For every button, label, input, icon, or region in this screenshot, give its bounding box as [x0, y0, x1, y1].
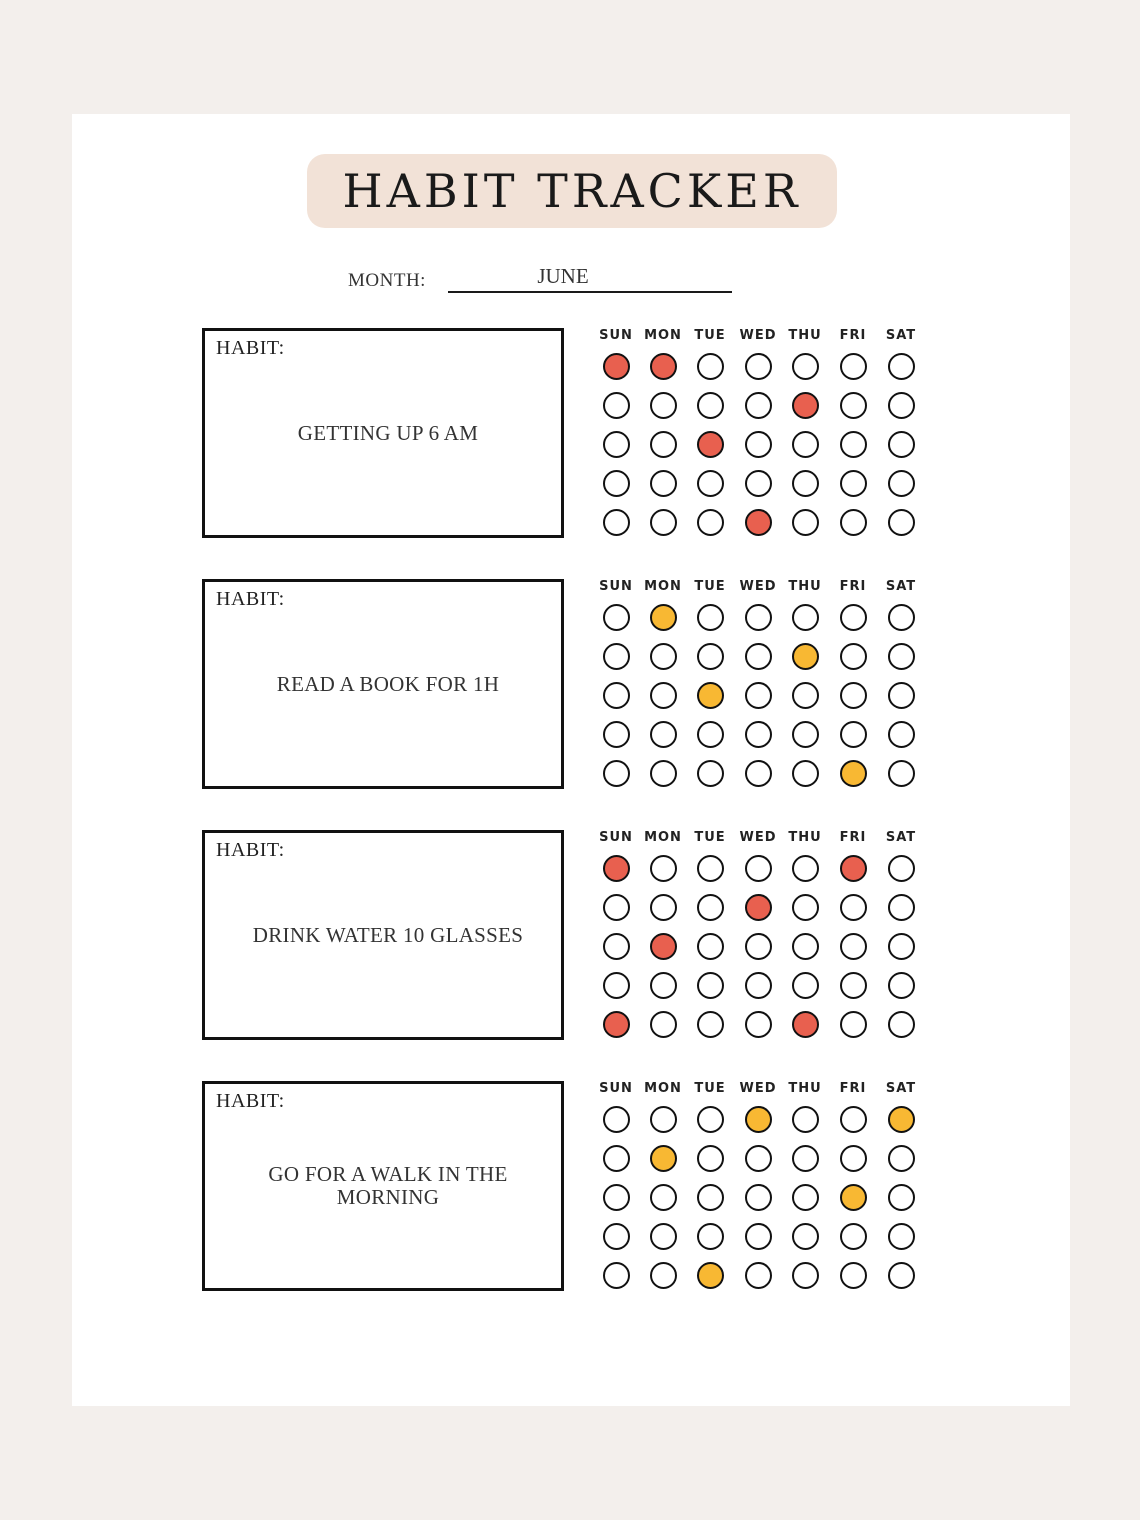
month-label: MONTH: [348, 270, 426, 291]
habit-dot-empty[interactable] [888, 353, 915, 380]
habit-dot-empty[interactable] [888, 643, 915, 670]
habit-dot-filled[interactable] [650, 1145, 677, 1172]
habit-dot-filled[interactable] [745, 509, 772, 536]
habit-dot-empty[interactable] [650, 392, 677, 419]
day-header-mon: MON [644, 830, 682, 845]
habit-dot-empty[interactable] [888, 509, 915, 536]
habit-dot-filled[interactable] [697, 682, 724, 709]
habit-dot-empty[interactable] [650, 1184, 677, 1211]
day-header-sat: SAT [885, 328, 917, 343]
day-header-fri: FRI [839, 328, 867, 343]
habit-dot-empty[interactable] [745, 1262, 772, 1289]
habit-dot-empty[interactable] [792, 1262, 819, 1289]
habit-dot-empty[interactable] [888, 933, 915, 960]
habit-dot-empty[interactable] [745, 682, 772, 709]
habit-dot-empty[interactable] [888, 431, 915, 458]
habit-dot-empty[interactable] [888, 392, 915, 419]
habit-dot-empty[interactable] [745, 392, 772, 419]
habit-dot-empty[interactable] [697, 760, 724, 787]
habit-dot-empty[interactable] [888, 604, 915, 631]
habit-dot-empty[interactable] [792, 1184, 819, 1211]
habit-dot-empty[interactable] [888, 1223, 915, 1250]
habit-dot-empty[interactable] [840, 933, 867, 960]
habit-dot-empty[interactable] [840, 431, 867, 458]
habit-dot-empty[interactable] [603, 933, 630, 960]
habit-dot-empty[interactable] [840, 682, 867, 709]
day-header-wed: WED [739, 1081, 777, 1096]
habit-dot-empty[interactable] [745, 431, 772, 458]
habit-dot-empty[interactable] [792, 682, 819, 709]
habit-dot-filled[interactable] [650, 933, 677, 960]
day-header-mon: MON [644, 1081, 682, 1096]
day-header-sat: SAT [885, 579, 917, 594]
habit-dot-empty[interactable] [603, 509, 630, 536]
habit-dot-empty[interactable] [792, 431, 819, 458]
habit-dot-empty[interactable] [697, 855, 724, 882]
habit-dot-empty[interactable] [603, 1106, 630, 1133]
habit-dot-empty[interactable] [792, 353, 819, 380]
day-header-sun: SUN [599, 328, 633, 343]
habit-dot-empty[interactable] [603, 1262, 630, 1289]
habit-dot-empty[interactable] [840, 1106, 867, 1133]
habit-dot-empty[interactable] [697, 604, 724, 631]
habit-dot-empty[interactable] [792, 721, 819, 748]
habit-dot-empty[interactable] [888, 721, 915, 748]
habit-dot-empty[interactable] [888, 682, 915, 709]
habit-dot-empty[interactable] [697, 721, 724, 748]
day-header-wed: WED [739, 579, 777, 594]
habit-dot-empty[interactable] [745, 604, 772, 631]
habit-dot-empty[interactable] [792, 760, 819, 787]
habit-dot-filled[interactable] [792, 392, 819, 419]
habit-name[interactable]: DRINK WATER 10 GLASSES [252, 922, 524, 947]
habit-dot-empty[interactable] [888, 1145, 915, 1172]
habit-dot-empty[interactable] [603, 1145, 630, 1172]
habit-dot-filled[interactable] [603, 353, 630, 380]
day-header-tue: TUE [694, 830, 726, 845]
day-header-mon: MON [644, 328, 682, 343]
habit-dot-empty[interactable] [603, 894, 630, 921]
habit-dot-empty[interactable] [650, 643, 677, 670]
day-header-tue: TUE [694, 579, 726, 594]
day-header-sun: SUN [599, 830, 633, 845]
day-header-mon: MON [644, 579, 682, 594]
day-header-sat: SAT [885, 830, 917, 845]
habit-label: HABIT: [216, 337, 285, 359]
habit-dot-empty[interactable] [697, 972, 724, 999]
day-header-sun: SUN [599, 1081, 633, 1096]
habit-dot-empty[interactable] [697, 643, 724, 670]
habit-dot-empty[interactable] [840, 1011, 867, 1038]
habit-dot-filled[interactable] [650, 353, 677, 380]
habit-dot-empty[interactable] [840, 509, 867, 536]
day-header-wed: WED [739, 830, 777, 845]
habit-dot-empty[interactable] [792, 1223, 819, 1250]
habit-name[interactable]: GO FOR A WALK IN THE MORNING [268, 1162, 508, 1209]
day-header-sun: SUN [599, 579, 633, 594]
month-value[interactable]: JUNE [537, 264, 589, 288]
habit-dot-empty[interactable] [840, 1262, 867, 1289]
habit-dot-empty[interactable] [650, 1262, 677, 1289]
habit-dot-empty[interactable] [840, 643, 867, 670]
habit-card [202, 328, 564, 538]
habit-block [202, 579, 972, 789]
month-underline [448, 291, 732, 293]
habit-dot-empty[interactable] [888, 972, 915, 999]
habit-dot-empty[interactable] [792, 604, 819, 631]
habit-dot-empty[interactable] [603, 760, 630, 787]
day-header-thu: THU [788, 1081, 822, 1096]
habit-dot-empty[interactable] [697, 894, 724, 921]
page-title: HABIT TRACKER [342, 164, 802, 218]
habit-dot-empty[interactable] [840, 1145, 867, 1172]
habit-dot-empty[interactable] [650, 855, 677, 882]
habit-dot-empty[interactable] [840, 392, 867, 419]
day-header-fri: FRI [839, 579, 867, 594]
habit-dot-filled[interactable] [650, 604, 677, 631]
habit-label: HABIT: [216, 839, 285, 861]
habit-dot-empty[interactable] [697, 470, 724, 497]
habit-dot-filled[interactable] [745, 894, 772, 921]
habit-label: HABIT: [216, 588, 285, 610]
habit-dot-empty[interactable] [840, 894, 867, 921]
day-header-thu: THU [788, 328, 822, 343]
habit-dot-empty[interactable] [650, 1011, 677, 1038]
habit-day-grid [590, 579, 930, 789]
habit-dot-empty[interactable] [888, 1262, 915, 1289]
habit-dot-empty[interactable] [840, 972, 867, 999]
habit-day-grid [590, 830, 930, 1040]
habit-dot-empty[interactable] [697, 1223, 724, 1250]
habit-dot-empty[interactable] [888, 894, 915, 921]
habit-dot-empty[interactable] [603, 1223, 630, 1250]
habit-dot-empty[interactable] [650, 509, 677, 536]
habit-dot-empty[interactable] [840, 353, 867, 380]
habit-dot-filled[interactable] [745, 1106, 772, 1133]
habit-dot-empty[interactable] [745, 1011, 772, 1038]
habit-dot-empty[interactable] [697, 392, 724, 419]
habit-dot-empty[interactable] [603, 604, 630, 631]
habit-dot-empty[interactable] [603, 1184, 630, 1211]
habit-dot-empty[interactable] [745, 760, 772, 787]
habit-block [202, 328, 972, 538]
habit-dot-empty[interactable] [745, 933, 772, 960]
habit-day-grid [590, 328, 930, 538]
habit-dot-empty[interactable] [745, 972, 772, 999]
habit-dot-empty[interactable] [603, 972, 630, 999]
habit-dot-empty[interactable] [650, 682, 677, 709]
habit-dot-empty[interactable] [650, 470, 677, 497]
habit-dot-empty[interactable] [697, 509, 724, 536]
habit-dot-empty[interactable] [792, 933, 819, 960]
day-header-fri: FRI [839, 1081, 867, 1096]
habit-dot-empty[interactable] [697, 1145, 724, 1172]
habit-dot-filled[interactable] [840, 760, 867, 787]
month-field [348, 264, 738, 304]
habit-dot-empty[interactable] [792, 972, 819, 999]
habit-dot-empty[interactable] [603, 721, 630, 748]
habit-dot-empty[interactable] [603, 682, 630, 709]
habit-card [202, 1081, 564, 1291]
day-header-fri: FRI [839, 830, 867, 845]
habit-dot-empty[interactable] [697, 353, 724, 380]
habit-dot-empty[interactable] [650, 894, 677, 921]
habit-dot-empty[interactable] [697, 1106, 724, 1133]
habit-dot-empty[interactable] [792, 894, 819, 921]
habit-dot-empty[interactable] [697, 933, 724, 960]
habit-dot-empty[interactable] [745, 1184, 772, 1211]
day-header-tue: TUE [694, 328, 726, 343]
habit-dot-empty[interactable] [697, 1184, 724, 1211]
title-banner [307, 154, 837, 228]
habit-dot-filled[interactable] [840, 1184, 867, 1211]
habit-dot-empty[interactable] [840, 470, 867, 497]
habit-dot-empty[interactable] [603, 643, 630, 670]
habit-name[interactable]: GETTING UP 6 AM [297, 420, 479, 445]
habit-dot-empty[interactable] [650, 721, 677, 748]
habit-dot-empty[interactable] [745, 470, 772, 497]
habit-dot-empty[interactable] [650, 1223, 677, 1250]
habit-dot-empty[interactable] [603, 470, 630, 497]
habit-dot-empty[interactable] [888, 760, 915, 787]
day-header-thu: THU [788, 579, 822, 594]
habit-dot-empty[interactable] [840, 604, 867, 631]
day-header-thu: THU [788, 830, 822, 845]
habit-dot-filled[interactable] [792, 643, 819, 670]
habit-dot-filled[interactable] [697, 431, 724, 458]
habit-dot-filled[interactable] [888, 1106, 915, 1133]
day-header-sat: SAT [885, 1081, 917, 1096]
habit-dot-empty[interactable] [745, 353, 772, 380]
day-header-wed: WED [739, 328, 777, 343]
habit-card [202, 830, 564, 1040]
habit-dot-filled[interactable] [792, 1011, 819, 1038]
habit-dot-empty[interactable] [888, 470, 915, 497]
habit-dot-empty[interactable] [650, 972, 677, 999]
habit-dot-empty[interactable] [792, 1106, 819, 1133]
habit-block [202, 1081, 972, 1291]
habit-dot-empty[interactable] [840, 1223, 867, 1250]
habit-tracker-page [72, 114, 1070, 1406]
habit-dot-filled[interactable] [603, 1011, 630, 1038]
habit-dot-empty[interactable] [792, 509, 819, 536]
habit-dot-empty[interactable] [745, 721, 772, 748]
habit-dot-empty[interactable] [745, 643, 772, 670]
habit-dot-empty[interactable] [650, 1106, 677, 1133]
habit-dot-empty[interactable] [888, 1184, 915, 1211]
habit-card [202, 579, 564, 789]
habit-dot-empty[interactable] [650, 760, 677, 787]
habit-dot-empty[interactable] [697, 1011, 724, 1038]
day-header-tue: TUE [694, 1081, 726, 1096]
habit-label: HABIT: [216, 1090, 285, 1112]
habit-dot-empty[interactable] [888, 855, 915, 882]
habit-name[interactable]: READ A BOOK FOR 1H [276, 671, 500, 696]
habit-dot-empty[interactable] [745, 1223, 772, 1250]
habit-dot-filled[interactable] [603, 855, 630, 882]
habit-dot-filled[interactable] [697, 1262, 724, 1289]
habit-dot-empty[interactable] [745, 855, 772, 882]
habit-dot-empty[interactable] [745, 1145, 772, 1172]
habit-dot-empty[interactable] [603, 431, 630, 458]
habit-dot-empty[interactable] [888, 1011, 915, 1038]
habit-block [202, 830, 972, 1040]
habit-dot-empty[interactable] [650, 431, 677, 458]
habit-dot-empty[interactable] [603, 392, 630, 419]
habit-dot-empty[interactable] [792, 1145, 819, 1172]
habit-dot-empty[interactable] [840, 721, 867, 748]
habit-dot-empty[interactable] [792, 855, 819, 882]
habit-dot-filled[interactable] [840, 855, 867, 882]
habit-day-grid [590, 1081, 930, 1291]
habit-dot-empty[interactable] [792, 470, 819, 497]
